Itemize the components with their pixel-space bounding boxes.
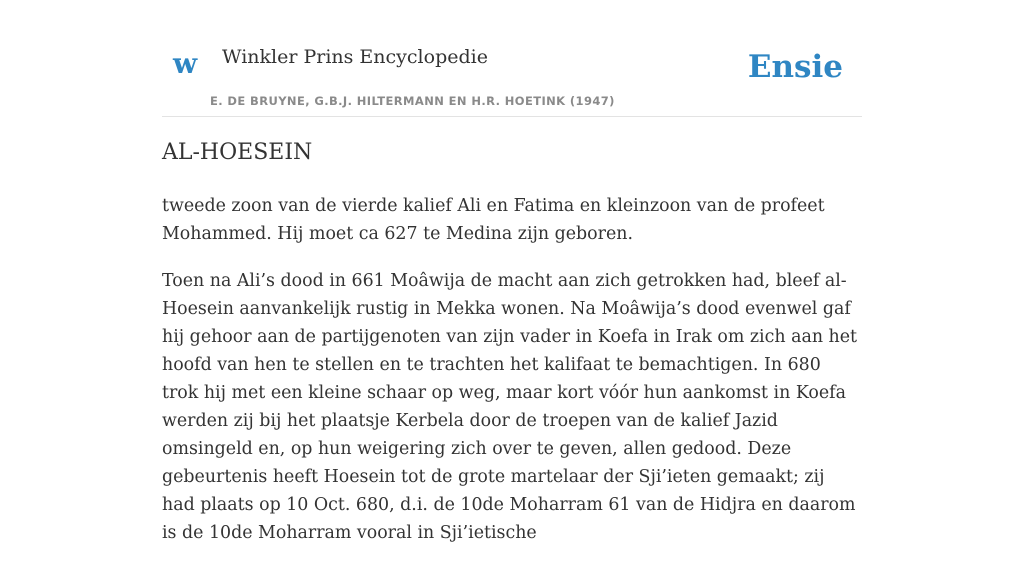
site-title[interactable]: Winkler Prins Encyclopedie <box>222 46 488 68</box>
article-paragraph: tweede zoon van de vierde kalief Ali en Fatima en kleinzoon van de profeet Mohammed. Hij moet ca 627 te Medina zijn geboren. <box>162 196 825 244</box>
article-paragraph: Toen na Ali’s dood in 661 Moâwija de macht aan zich getrokken had, bleef al-Hoesein aanvankelijk rustig in Mekka wonen. Na Moâwija’s dood evenwel gaf hij gehoor aan de partijgenoten van zijn vader in Koefa in Irak om zich aan het hoofd van hen te stellen en te trachten het kalifaat te bemachtigen. In 680 trok hij met een kleine schaar op weg, maar kort vóór hun aankomst in Koefa werden zij bij het plaatsje Kerbela door de troepen van de kalief Jazid omsingeld en, op hun weigering zich over te geven, allen gedood. Deze gebeurtenis heeft Hoesein tot de grote martelaar der Sji’ieten gemaakt; zij had plaats op 10 Oct. 680, d.i. de 10de Moharram 61 van de Hidjra en daarom is de 10de Moharram vooral in Sji’ietische <box>162 271 858 543</box>
article-headword: AL-HOESEIN <box>162 140 313 165</box>
winkler-prins-logo[interactable]: w <box>173 47 198 80</box>
site-header <box>162 0 862 117</box>
ensie-logo[interactable]: Ensie <box>747 49 843 85</box>
byline: E. DE BRUYNE, G.B.J. HILTERMANN EN H.R. HOETINK (1947) <box>210 94 615 108</box>
article-body <box>162 192 862 566</box>
